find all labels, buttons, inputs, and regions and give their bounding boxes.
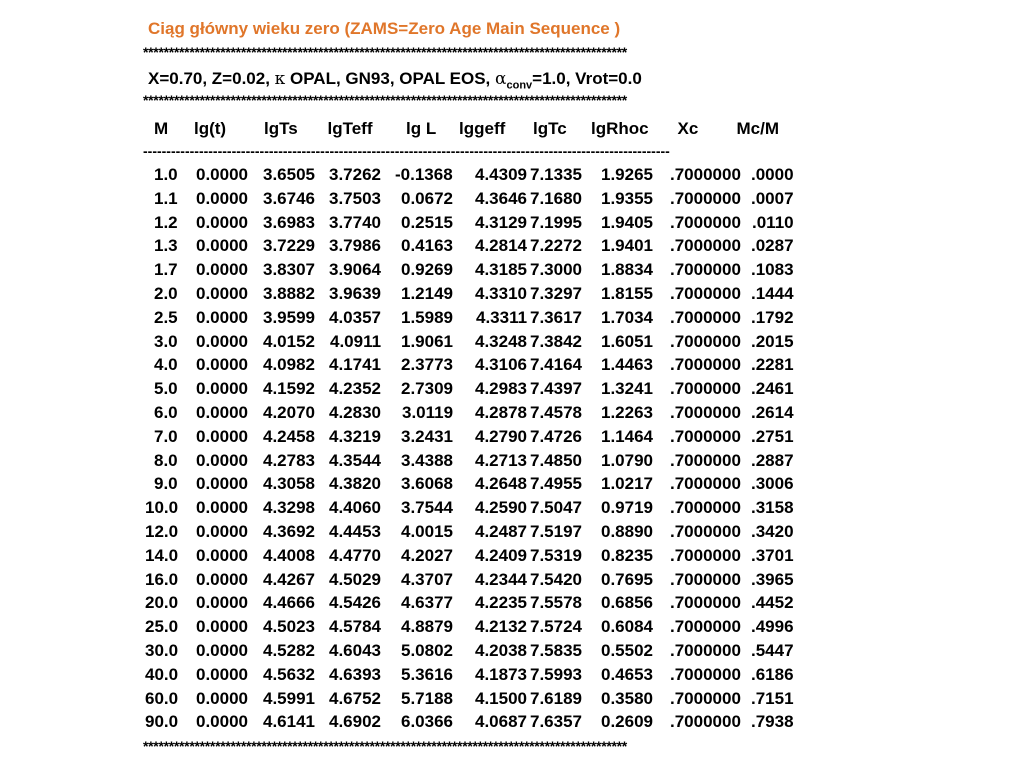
table-cell: 4.3129	[475, 212, 527, 232]
table-cell: 4.0	[154, 355, 178, 375]
table-cell: 0.0000	[196, 165, 248, 184]
table-cell: 0.0000	[196, 474, 248, 494]
table-cell: 3.0119	[402, 403, 454, 422]
table-cell: 4.4453	[329, 522, 381, 541]
table-cell: .7000000	[670, 593, 741, 613]
table-cell: .7000000	[670, 403, 741, 422]
table-cell: 7.0	[154, 426, 178, 446]
table-cell: 1.3241	[601, 379, 653, 399]
page-title: Ciąg główny wieku zero (ZAMS=Zero Age Main Sequence )	[148, 19, 621, 38]
table-cell: 3.7503	[329, 188, 381, 208]
table-cell: 4.2458	[263, 426, 315, 446]
table-cell: 4.6043	[329, 641, 381, 660]
table-cell: 4.3544	[329, 450, 381, 470]
table-cell: 7.5420	[530, 569, 582, 589]
column-header: M	[154, 119, 169, 138]
table-cell: 4.3058	[263, 474, 315, 494]
table-cell: 3.8882	[263, 284, 315, 303]
table-cell: 1.7034	[601, 307, 653, 327]
table-cell: 4.4060	[329, 498, 381, 518]
table-cell: .2015	[751, 331, 794, 351]
table-cell: 0.8890	[601, 522, 653, 541]
table-cell: 3.6983	[263, 212, 315, 232]
table-cell: 7.6189	[530, 688, 582, 708]
table-cell: 0.0000	[196, 426, 248, 446]
table-cell: 9.0	[154, 474, 178, 494]
table-cell: .3006	[751, 474, 794, 494]
table-cell: 4.3219	[329, 426, 381, 446]
table-cell: 4.2344	[475, 569, 527, 589]
table-cell: .7000000	[670, 450, 741, 470]
table-cell: 4.2070	[263, 403, 315, 422]
table-cell: 1.7	[154, 260, 178, 280]
table-cell: 4.4008	[263, 545, 315, 565]
table-cell: 5.0802	[401, 641, 453, 660]
table-cell: 0.0000	[196, 450, 248, 470]
table-cell: 4.3646	[475, 188, 527, 208]
table-cell: 3.0	[154, 331, 178, 351]
table-cell: .7000000	[670, 617, 741, 637]
table-cell: 5.0	[154, 379, 178, 399]
table-cell: 4.0982	[263, 355, 315, 375]
table-cell: 0.0000	[196, 712, 248, 732]
table-cell: 3.9064	[329, 260, 381, 280]
table-cell: 3.4388	[401, 450, 453, 470]
table-cell: 7.5835	[530, 641, 582, 660]
table-cell: 4.2590	[475, 498, 527, 518]
table-cell: 7.5578	[530, 593, 582, 613]
table-cell: .7000000	[670, 165, 741, 184]
table-cell: 7.3000	[530, 260, 582, 280]
table-cell: 4.5029	[329, 569, 381, 589]
table-cell: 14.0	[145, 545, 179, 565]
table-cell: 4.2783	[263, 450, 315, 470]
table-cell: 4.2487	[475, 522, 527, 541]
table-cell: 1.1464	[601, 426, 653, 446]
table-cell: .2614	[751, 403, 794, 422]
table-cell: 2.5	[154, 307, 178, 327]
table-cell: 4.2878	[475, 403, 527, 422]
table-cell: 0.0000	[196, 664, 248, 684]
table-cell: 30.0	[145, 641, 179, 660]
table-cell: .7000000	[670, 212, 741, 232]
table-cell: 1.2149	[401, 284, 453, 303]
table-cell: .3701	[751, 545, 794, 565]
table-cell: 7.5047	[530, 498, 582, 518]
table-cell: 4.3248	[475, 331, 527, 351]
table-cell: 1.1	[154, 188, 178, 208]
column-header: lggeff	[459, 119, 506, 138]
table-cell: 4.3310	[475, 284, 527, 303]
table-cell: 4.6377	[401, 593, 453, 613]
table-cell: 0.0000	[196, 331, 248, 351]
table-cell: .1444	[751, 284, 794, 303]
table-cell: 2.0	[154, 284, 178, 303]
table-cell: 0.0000	[196, 545, 248, 565]
table-cell: 4.6141	[263, 712, 315, 732]
table-cell: 7.6357	[530, 712, 582, 732]
column-header: lgTs	[264, 119, 298, 138]
table-cell: 7.5319	[530, 545, 582, 565]
table-cell: 1.6051	[601, 331, 653, 351]
table-cell: 0.3580	[601, 688, 653, 708]
table-cell: .7000000	[670, 569, 741, 589]
table-cell: 0.0000	[196, 569, 248, 589]
table-cell: 0.2609	[601, 712, 653, 732]
table-cell: .7000000	[670, 331, 741, 351]
table-cell: 0.0000	[196, 403, 248, 422]
table-cell: 4.2027	[401, 545, 453, 565]
table-cell: 4.1500	[475, 688, 527, 708]
table-cell: 4.1873	[475, 664, 527, 684]
table-cell: 5.3616	[401, 664, 453, 684]
table-cell: 1.0217	[601, 474, 653, 494]
table-cell: 0.6084	[601, 617, 653, 637]
table-cell: 4.5784	[329, 617, 381, 637]
table-cell: 1.8834	[601, 260, 653, 280]
table-cell: 7.5724	[530, 617, 582, 637]
table-cell: 0.9719	[601, 498, 653, 518]
table-cell: 4.2132	[475, 617, 527, 637]
table-cell: 60.0	[145, 688, 179, 708]
table-cell: .7000000	[670, 641, 741, 660]
table-cell: 1.4463	[601, 355, 653, 375]
table-cell: 3.7544	[401, 498, 453, 518]
table-cell: 4.1741	[329, 355, 381, 375]
table-cell: .7000000	[670, 688, 741, 708]
table-cell: 1.9061	[401, 331, 453, 351]
table-cell: 0.0000	[196, 379, 248, 399]
table-cell: 1.9265	[601, 165, 653, 184]
table-cell: .3965	[751, 569, 794, 589]
table-cell: 25.0	[145, 617, 179, 637]
table-cell: 3.8307	[263, 260, 315, 280]
table-cell: 4.3692	[263, 522, 315, 541]
table-cell: 0.0000	[196, 522, 248, 541]
separator-stars-bottom: **********************************************************************************************	[143, 738, 627, 754]
table-cell: 4.0015	[401, 522, 453, 541]
table-cell: 4.0687	[475, 712, 527, 732]
separator-stars-mid: **********************************************************************************************	[143, 92, 627, 108]
table-cell: 7.4164	[530, 355, 582, 375]
table-cell: 4.5991	[263, 688, 315, 708]
separator-dashes: -----------------------------------------------------------------------------------------------------------------	[143, 143, 670, 159]
table-cell: .7000000	[670, 498, 741, 518]
table-cell: .2281	[751, 355, 794, 375]
table-cell: 0.0672	[401, 188, 453, 208]
table-cell: 0.8235	[601, 545, 653, 565]
table-cell: 1.9405	[601, 212, 653, 232]
table-cell: 7.4397	[530, 379, 582, 399]
table-cell: 4.3298	[263, 498, 315, 518]
table-cell: 2.3773	[401, 355, 453, 375]
column-header: lgTc	[533, 119, 567, 138]
table-cell: 7.4955	[530, 474, 582, 494]
table-cell: 4.2790	[475, 426, 527, 446]
table-cell: 0.0000	[196, 188, 248, 208]
table-cell: .7000000	[670, 355, 741, 375]
table-cell: 4.2983	[475, 379, 527, 399]
table-cell: .0287	[751, 236, 794, 256]
table-cell: 4.5023	[263, 617, 315, 637]
table-cell: 4.5282	[263, 641, 315, 660]
table-cell: 3.7229	[263, 236, 315, 256]
table-cell: 20.0	[145, 593, 179, 613]
table-cell: .7000000	[670, 236, 741, 256]
table-cell: 7.4578	[530, 403, 582, 422]
table-cell: 0.0000	[196, 593, 248, 613]
table-cell: 4.4267	[263, 569, 315, 589]
table-cell: 3.9599	[263, 307, 315, 327]
table-cell: 4.1592	[263, 379, 315, 399]
table-cell: 0.7695	[601, 569, 653, 589]
table-cell: 1.8155	[601, 284, 653, 303]
table-cell: 4.3820	[329, 474, 381, 494]
table-cell: 7.1995	[530, 212, 582, 232]
table-cell: 4.2352	[329, 379, 381, 399]
table-cell: 4.6902	[329, 712, 381, 732]
table-cell: .0000	[751, 165, 794, 184]
table-cell: .4452	[751, 593, 794, 613]
table-cell: 4.2038	[475, 641, 527, 660]
table-cell: 1.5989	[401, 307, 453, 327]
table-cell: 4.2814	[475, 236, 527, 256]
table-cell: 4.5426	[329, 593, 381, 613]
table-cell: 4.2648	[475, 474, 527, 494]
table-cell: 4.0152	[263, 331, 315, 351]
table-cell: 7.2272	[530, 236, 582, 256]
table-cell: 1.3	[154, 236, 178, 256]
table-cell: 4.3707	[401, 569, 453, 589]
table-cell: .7000000	[670, 712, 741, 732]
table-cell: 0.0000	[196, 355, 248, 375]
table-cell: 4.8879	[401, 617, 453, 637]
table-cell: 0.0000	[196, 617, 248, 637]
column-header: lg L	[406, 119, 437, 138]
table-cell: .7000000	[670, 426, 741, 446]
table-cell: .7151	[751, 688, 794, 708]
table-cell: 1.2263	[601, 403, 653, 422]
table-cell: 40.0	[145, 664, 179, 684]
table-cell: 4.6752	[329, 688, 381, 708]
table-cell: -0.1368	[395, 165, 453, 184]
table-cell: 4.0911	[330, 331, 382, 351]
table-cell: .7000000	[670, 664, 741, 684]
table-cell: 4.2235	[475, 593, 527, 613]
table-cell: 0.0000	[196, 212, 248, 232]
table-cell: .2461	[751, 379, 794, 399]
table-cell: 7.3617	[530, 307, 582, 327]
table-cell: .0007	[751, 188, 794, 208]
table-cell: .7000000	[670, 522, 741, 541]
table-cell: 4.3106	[475, 355, 527, 375]
table-cell: 7.5993	[530, 664, 582, 684]
table-cell: .6186	[751, 664, 794, 684]
alpha-symbol: α	[495, 69, 507, 89]
table-cell: 3.7740	[329, 212, 381, 232]
table-cell: 7.3842	[530, 331, 582, 351]
table-cell: 4.2409	[475, 545, 527, 565]
table-cell: 0.4653	[601, 664, 653, 684]
table-cell: 0.6856	[601, 593, 653, 613]
table-cell: 7.5197	[530, 522, 582, 541]
table-cell: 3.9639	[329, 284, 381, 303]
table-cell: .7000000	[670, 284, 741, 303]
table-cell: 0.0000	[196, 236, 248, 256]
table-cell: .1792	[751, 307, 794, 327]
table-cell: 0.0000	[196, 498, 248, 518]
table-cell: 90.0	[145, 712, 179, 732]
table-cell: 3.2431	[401, 426, 453, 446]
table-cell: 7.4850	[530, 450, 582, 470]
table-cell: 4.2830	[329, 403, 381, 422]
params-prefix: X=0.70, Z=0.02,	[148, 69, 275, 88]
table-cell: 4.5632	[263, 664, 315, 684]
table-cell: 6.0	[154, 403, 178, 422]
column-header: Mc/M	[736, 119, 779, 138]
params-mid: OPAL, GN93, OPAL EOS,	[285, 69, 495, 88]
table-cell: .7000000	[670, 474, 741, 494]
table-cell: 7.1680	[530, 188, 582, 208]
table-cell: .1083	[751, 260, 794, 280]
table-cell: 7.1335	[530, 165, 582, 184]
table-cell: 0.0000	[196, 284, 248, 303]
table-cell: 4.2713	[475, 450, 527, 470]
table-cell: .7000000	[670, 188, 741, 208]
table-cell: .3158	[751, 498, 794, 518]
table-cell: 2.7309	[401, 379, 453, 399]
table-cell: 8.0	[154, 450, 178, 470]
table-cell: .7000000	[670, 545, 741, 565]
table-cell: 3.6505	[263, 165, 315, 184]
table-cell: .3420	[751, 522, 794, 541]
table-cell: 3.7262	[329, 165, 381, 184]
table-cell: 0.9269	[401, 260, 453, 280]
table-cell: 1.9401	[601, 236, 653, 256]
table-cell: 5.7188	[401, 688, 453, 708]
table-cell: .7938	[751, 712, 794, 732]
table-cell: 4.4770	[329, 545, 381, 565]
table-cell: .7000000	[670, 307, 741, 327]
column-header: Xc	[677, 119, 699, 138]
table-cell: .5447	[751, 641, 794, 660]
table-cell: 10.0	[145, 498, 179, 518]
table-cell: 3.7986	[329, 236, 381, 256]
table-cell: .4996	[751, 617, 794, 637]
table-cell: 0.0000	[196, 688, 248, 708]
table-cell: 6.0366	[401, 712, 453, 732]
table-cell: 0.2515	[401, 212, 453, 232]
table-cell: 7.4726	[530, 426, 582, 446]
alpha-subscript: conv	[506, 79, 533, 92]
table-cell: 0.0000	[196, 260, 248, 280]
kappa-symbol: κ	[274, 69, 286, 89]
table-cell: 3.6746	[263, 188, 315, 208]
table-cell: 7.3297	[530, 284, 582, 303]
column-header: lg(t)	[194, 119, 227, 138]
table-cell: .7000000	[670, 260, 741, 280]
table-cell: 4.3311	[476, 307, 528, 327]
table-cell: 4.4666	[263, 593, 315, 613]
table-cell: .7000000	[670, 379, 741, 399]
table-cell: .2887	[751, 450, 794, 470]
table-cell: 3.6068	[401, 474, 453, 494]
table-cell: 1.2	[154, 212, 178, 232]
column-header: lgTeff	[327, 119, 373, 138]
table-cell: 12.0	[145, 522, 179, 541]
separator-stars-top: **********************************************************************************************	[143, 44, 627, 60]
model-parameters	[148, 69, 642, 91]
table-cell: .2751	[751, 426, 794, 446]
column-header: lgRhoc	[591, 119, 649, 138]
table-cell: 1.9355	[601, 188, 653, 208]
table-cell: 1.0	[154, 165, 178, 184]
table-cell: 1.0790	[601, 450, 653, 470]
table-cell: 0.5502	[601, 641, 653, 660]
table-cell: 16.0	[145, 569, 179, 589]
table-cell: 4.0357	[329, 307, 381, 327]
table-cell: 0.4163	[401, 236, 453, 256]
table-cell: .0110	[752, 212, 794, 232]
table-cell: 4.6393	[329, 664, 381, 684]
table-cell: 4.4309	[475, 165, 527, 184]
table-cell: 0.0000	[196, 641, 248, 660]
table-cell: 0.0000	[196, 307, 248, 327]
table-cell: 4.3185	[475, 260, 527, 280]
params-suffix: =1.0, Vrot=0.0	[532, 69, 642, 88]
